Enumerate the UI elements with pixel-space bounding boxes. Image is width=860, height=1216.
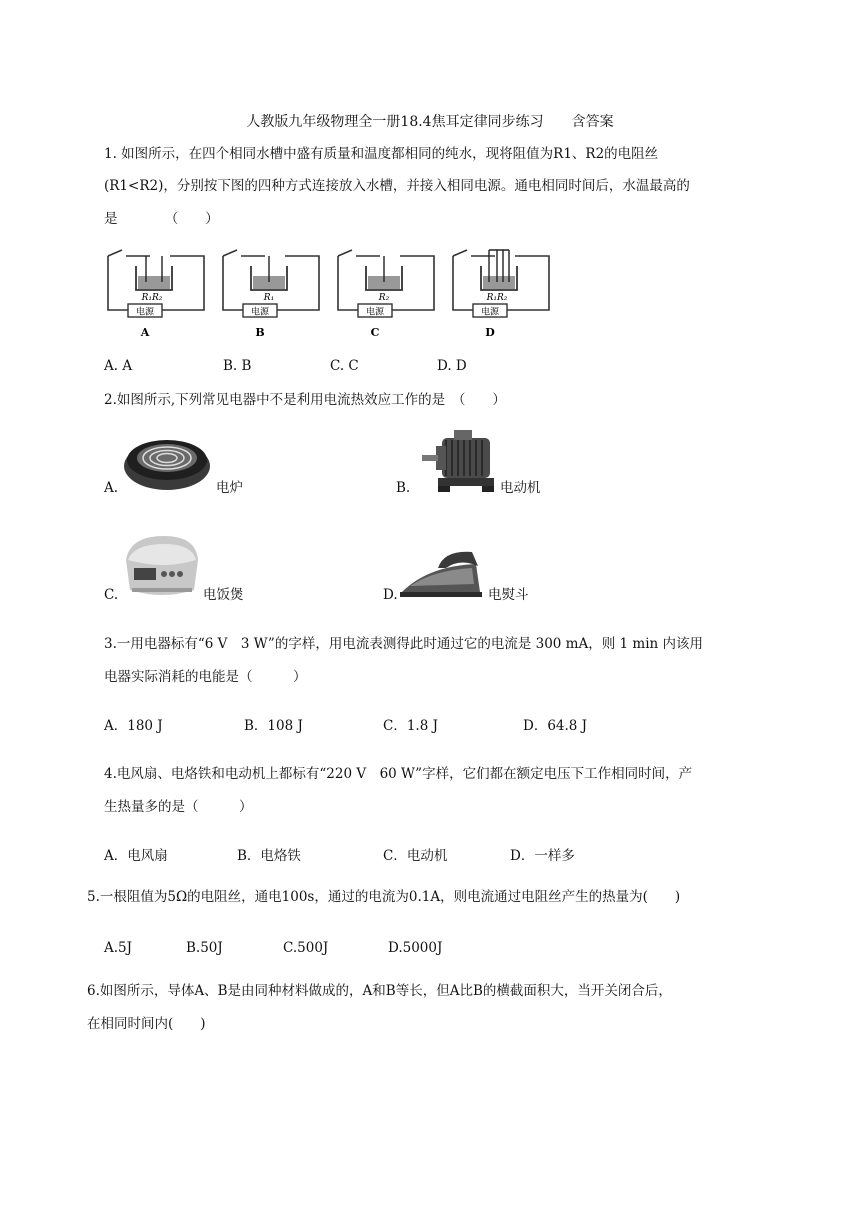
q2-option-d-letter: D. — [383, 587, 398, 603]
q1-option-a: A. A — [104, 358, 133, 374]
q5-option-d: D.5000J — [388, 940, 443, 956]
q5-option-c: C.500J — [283, 940, 329, 956]
q1-option-c: C. C — [330, 358, 359, 374]
q3-stem-line-1: 3.一用电器标有“6 V 3 W”的字样，用电流表测得此时通过它的电流是 300 mA，则 1 min 内该用 — [104, 636, 703, 652]
circuit-d-label: D — [485, 326, 495, 339]
q3-option-d: D．64.8 J — [523, 718, 588, 734]
circuit-figure-d — [453, 250, 549, 339]
circuit-a-source-label: 电源 — [135, 307, 155, 318]
circuit-b-source-label: 电源 — [250, 307, 270, 318]
q4-option-c: C．电动机 — [383, 848, 448, 864]
q1-option-b: B. B — [223, 358, 252, 374]
q3-option-c: C．1.8 J — [383, 718, 439, 734]
q6-stem-line-1: 6.如图所示，导体A、B是由同种材料做成的，A和B等长，但A比B的横截面积大，当开关闭合后， — [87, 983, 672, 999]
q3-option-b: B．108 J — [244, 718, 303, 734]
q2-option-c-letter: C. — [104, 587, 119, 603]
circuit-c-resistor-label: R₂ — [378, 293, 390, 303]
circuit-figure-a — [108, 250, 204, 339]
circuit-figure-c — [338, 250, 434, 339]
q3-stem-line-2: 电器实际消耗的电能是（ ） — [104, 669, 307, 685]
q4-option-d: D．一样多 — [510, 848, 575, 864]
q1-option-d: D. D — [437, 358, 467, 374]
circuit-a-resistor-label: R₁R₂ — [141, 293, 163, 303]
q5-stem: 5.一根阻值为5Ω的电阻丝，通电100s，通过的电流为0.1A，则电流通过电阻丝产生的热量为( ) — [87, 889, 681, 905]
q4-option-a: A．电风扇 — [104, 848, 168, 864]
electric-stove-image — [122, 432, 212, 498]
q2-option-d-name: 电熨斗 — [488, 587, 529, 603]
electric-iron-image — [398, 546, 484, 606]
q1-stem-line-1: 1. 如图所示，在四个相同水槽中盛有质量和温度都相同的纯水，现将阻值为R1、R2的电阻丝 — [104, 146, 659, 162]
q1-stem-line-2: (R1<R2)，分别按下图的四种方式连接放入水槽，并接入相同电源。通电相同时间后，水温最高的 — [104, 178, 690, 194]
q2-option-b-name: 电动机 — [500, 480, 541, 496]
circuit-b-resistor-label: R₁ — [263, 293, 275, 303]
q4-option-b: B．电烙铁 — [237, 848, 301, 864]
circuit-figure-b — [223, 250, 319, 339]
q5-option-b: B.50J — [186, 940, 223, 956]
electric-motor-image — [418, 428, 498, 498]
circuit-c-source-label: 电源 — [365, 307, 385, 318]
q2-option-c-name: 电饭煲 — [203, 587, 244, 603]
circuit-d-resistor-label: R₁R₂ — [486, 293, 508, 303]
q1-stem-line-3: 是 （ ） — [104, 211, 219, 227]
q2-option-b-letter: B. — [396, 480, 411, 496]
q4-stem-line-1: 4.电风扇、电烙铁和电动机上都标有“220 V 60 W”字样，它们都在额定电压下工作相同时间，产 — [104, 766, 693, 782]
q2-option-a-name: 电炉 — [216, 480, 243, 496]
circuit-a-label: A — [140, 326, 150, 339]
circuit-b-label: B — [255, 326, 265, 339]
page-title: 人教版九年级物理全一册18.4焦耳定律同步练习 含答案 — [246, 114, 614, 130]
circuit-d-source-label: 电源 — [480, 307, 500, 318]
q6-stem-line-2: 在相同时间内( ) — [87, 1016, 206, 1032]
q4-stem-line-2: 生热量多的是（ ） — [104, 799, 253, 815]
q2-option-a-letter: A. — [104, 480, 119, 496]
circuit-c-label: C — [370, 326, 380, 339]
q5-option-a: A.5J — [104, 940, 133, 956]
rice-cooker-image — [120, 530, 202, 604]
q1-figure-row — [100, 242, 560, 346]
q2-stem: 2.如图所示,下列常见电器中不是利用电流热效应工作的是 （ ） — [104, 392, 506, 408]
q3-option-a: A．180 J — [104, 718, 163, 734]
